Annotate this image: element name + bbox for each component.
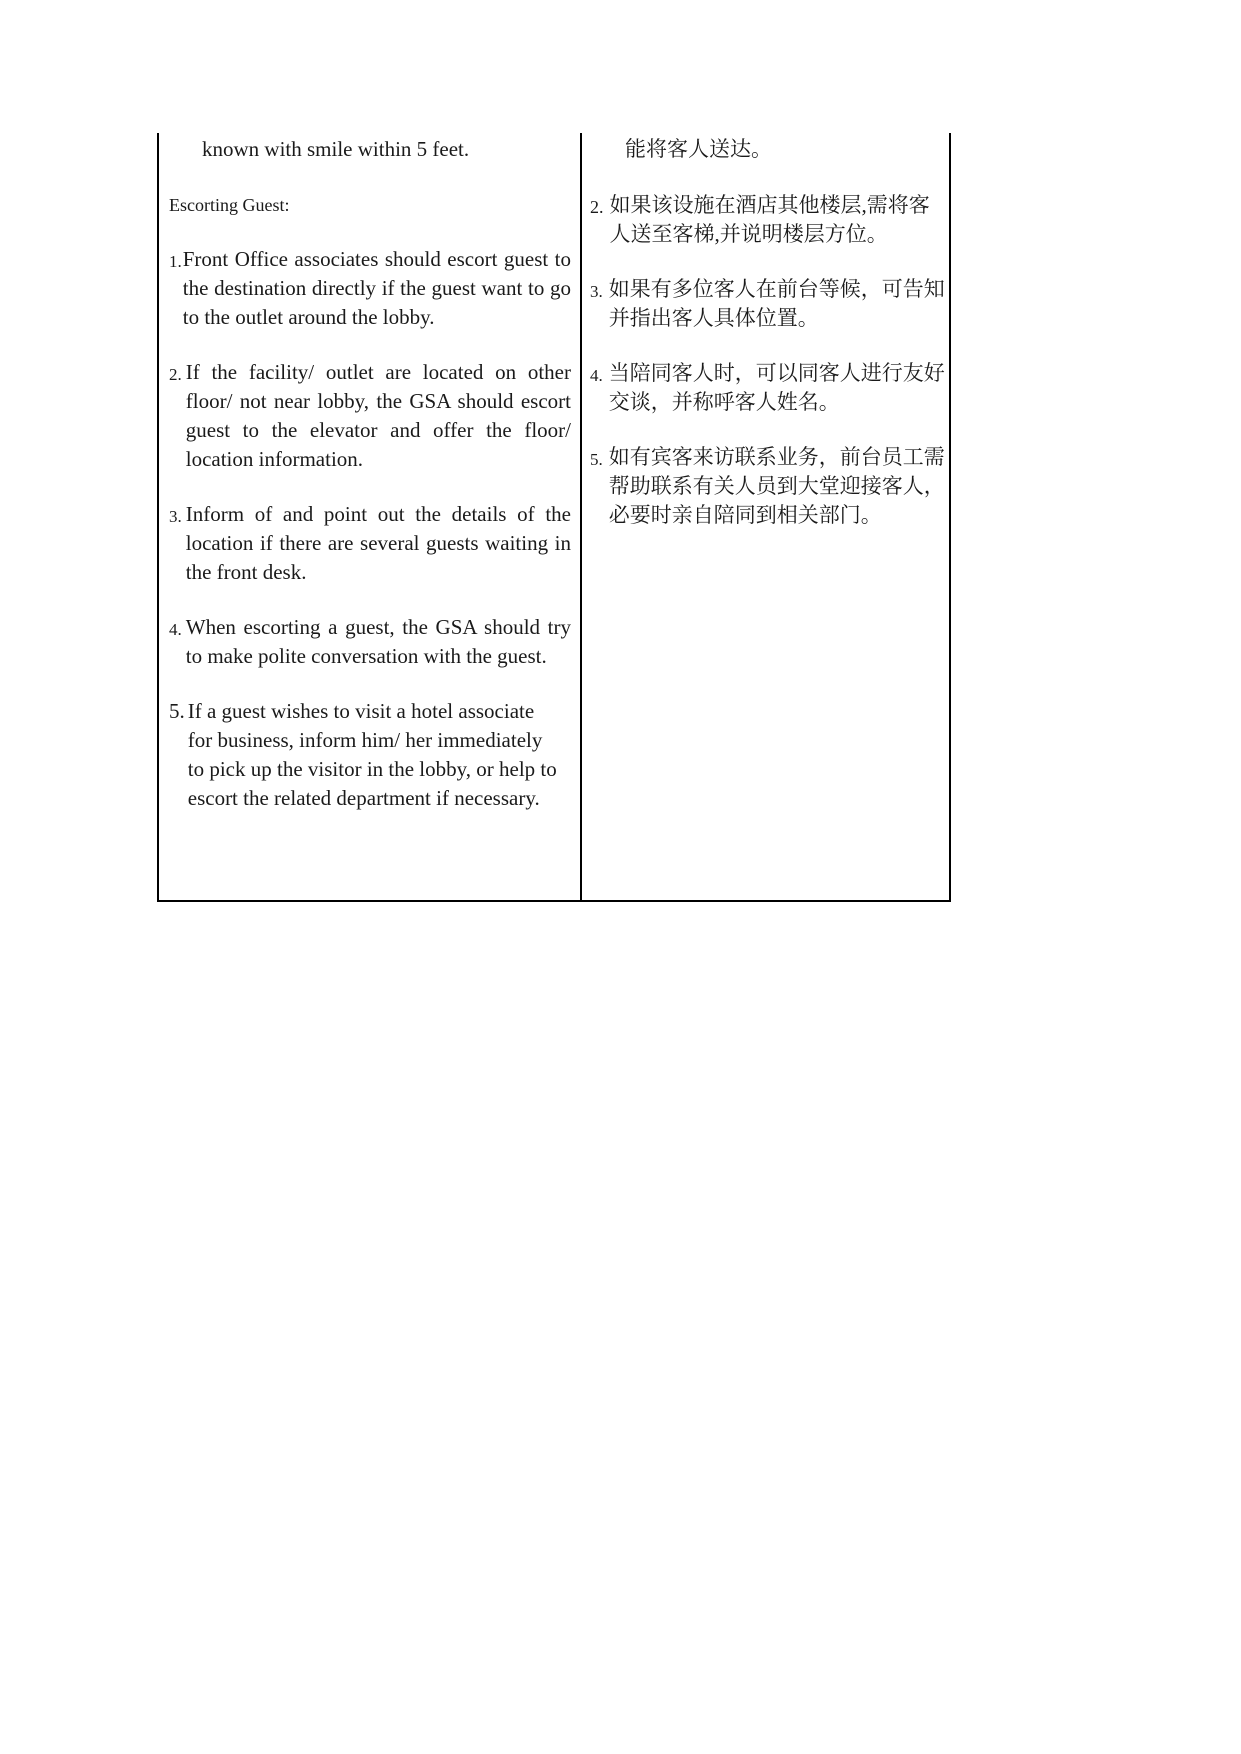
item-text: 如果该设施在酒店其他楼层,需将客人送至客梯,并说明楼层方位。 [609,193,930,246]
item-number: 3. [169,507,182,526]
english-item-1 [169,245,571,332]
item-text-content: Inform of and point out the details of the location if there are several guests waiting in the front desk. [185,502,571,584]
item-text [186,613,571,671]
chinese-item-3 [590,275,946,333]
item-text: 如果有多位客人在前台等候，可告知并指出客人具体位置。 [608,277,945,330]
item-text [183,245,571,332]
item-text [188,697,571,813]
item-number: 4. [169,620,182,639]
english-column [169,133,571,813]
chinese-item-5 [590,443,946,530]
chinese-item-2 [590,191,946,249]
item-text [186,358,571,474]
item-number: 2. [590,197,604,217]
section-heading: Escorting Guest: [169,195,290,215]
english-item-3 [169,500,571,587]
item-text-content: If the facility/ outlet are located on other floor/ not near lobby, the GSA should escort guest to the elevator and offer the floor/ location information. [185,360,571,471]
chinese-item-4 [590,359,946,417]
procedure-table [157,133,951,902]
item-text [186,500,571,587]
item-text-content: If a guest wishes to visit a hotel associate for business, inform him/ her immediately to pick up the visitor in the lobby, or help to escort the related department if necessary. [187,699,557,810]
item-text: 如有宾客来访联系业务，前台员工需帮助联系有关人员到大堂迎接客人，必要时亲自陪同到相关部门。 [608,445,945,527]
english-carryover-text: known with smile within 5 feet. [202,137,470,161]
english-item-4 [169,613,571,671]
item-number: 5. [590,450,603,469]
english-item-2 [169,358,571,474]
item-text-content: When escorting a guest, the GSA should try to make polite conversation with the guest. [185,615,571,668]
item-text: 当陪同客人时，可以同客人进行友好交谈，并称呼客人姓名。 [608,361,945,414]
chinese-carryover-text: 能将客人送达。 [625,137,772,161]
item-text-content: Front Office associates should escort guest to the destination directly if the guest want to go to the outlet around the lobby. [182,247,571,329]
column-divider [580,133,582,900]
english-item-5 [169,697,571,813]
chinese-column [590,133,946,530]
item-number: 1. [169,252,182,271]
item-number: 2. [169,365,182,384]
item-number: 3. [590,282,603,301]
item-number: 5. [169,699,185,723]
item-number: 4. [590,366,603,385]
